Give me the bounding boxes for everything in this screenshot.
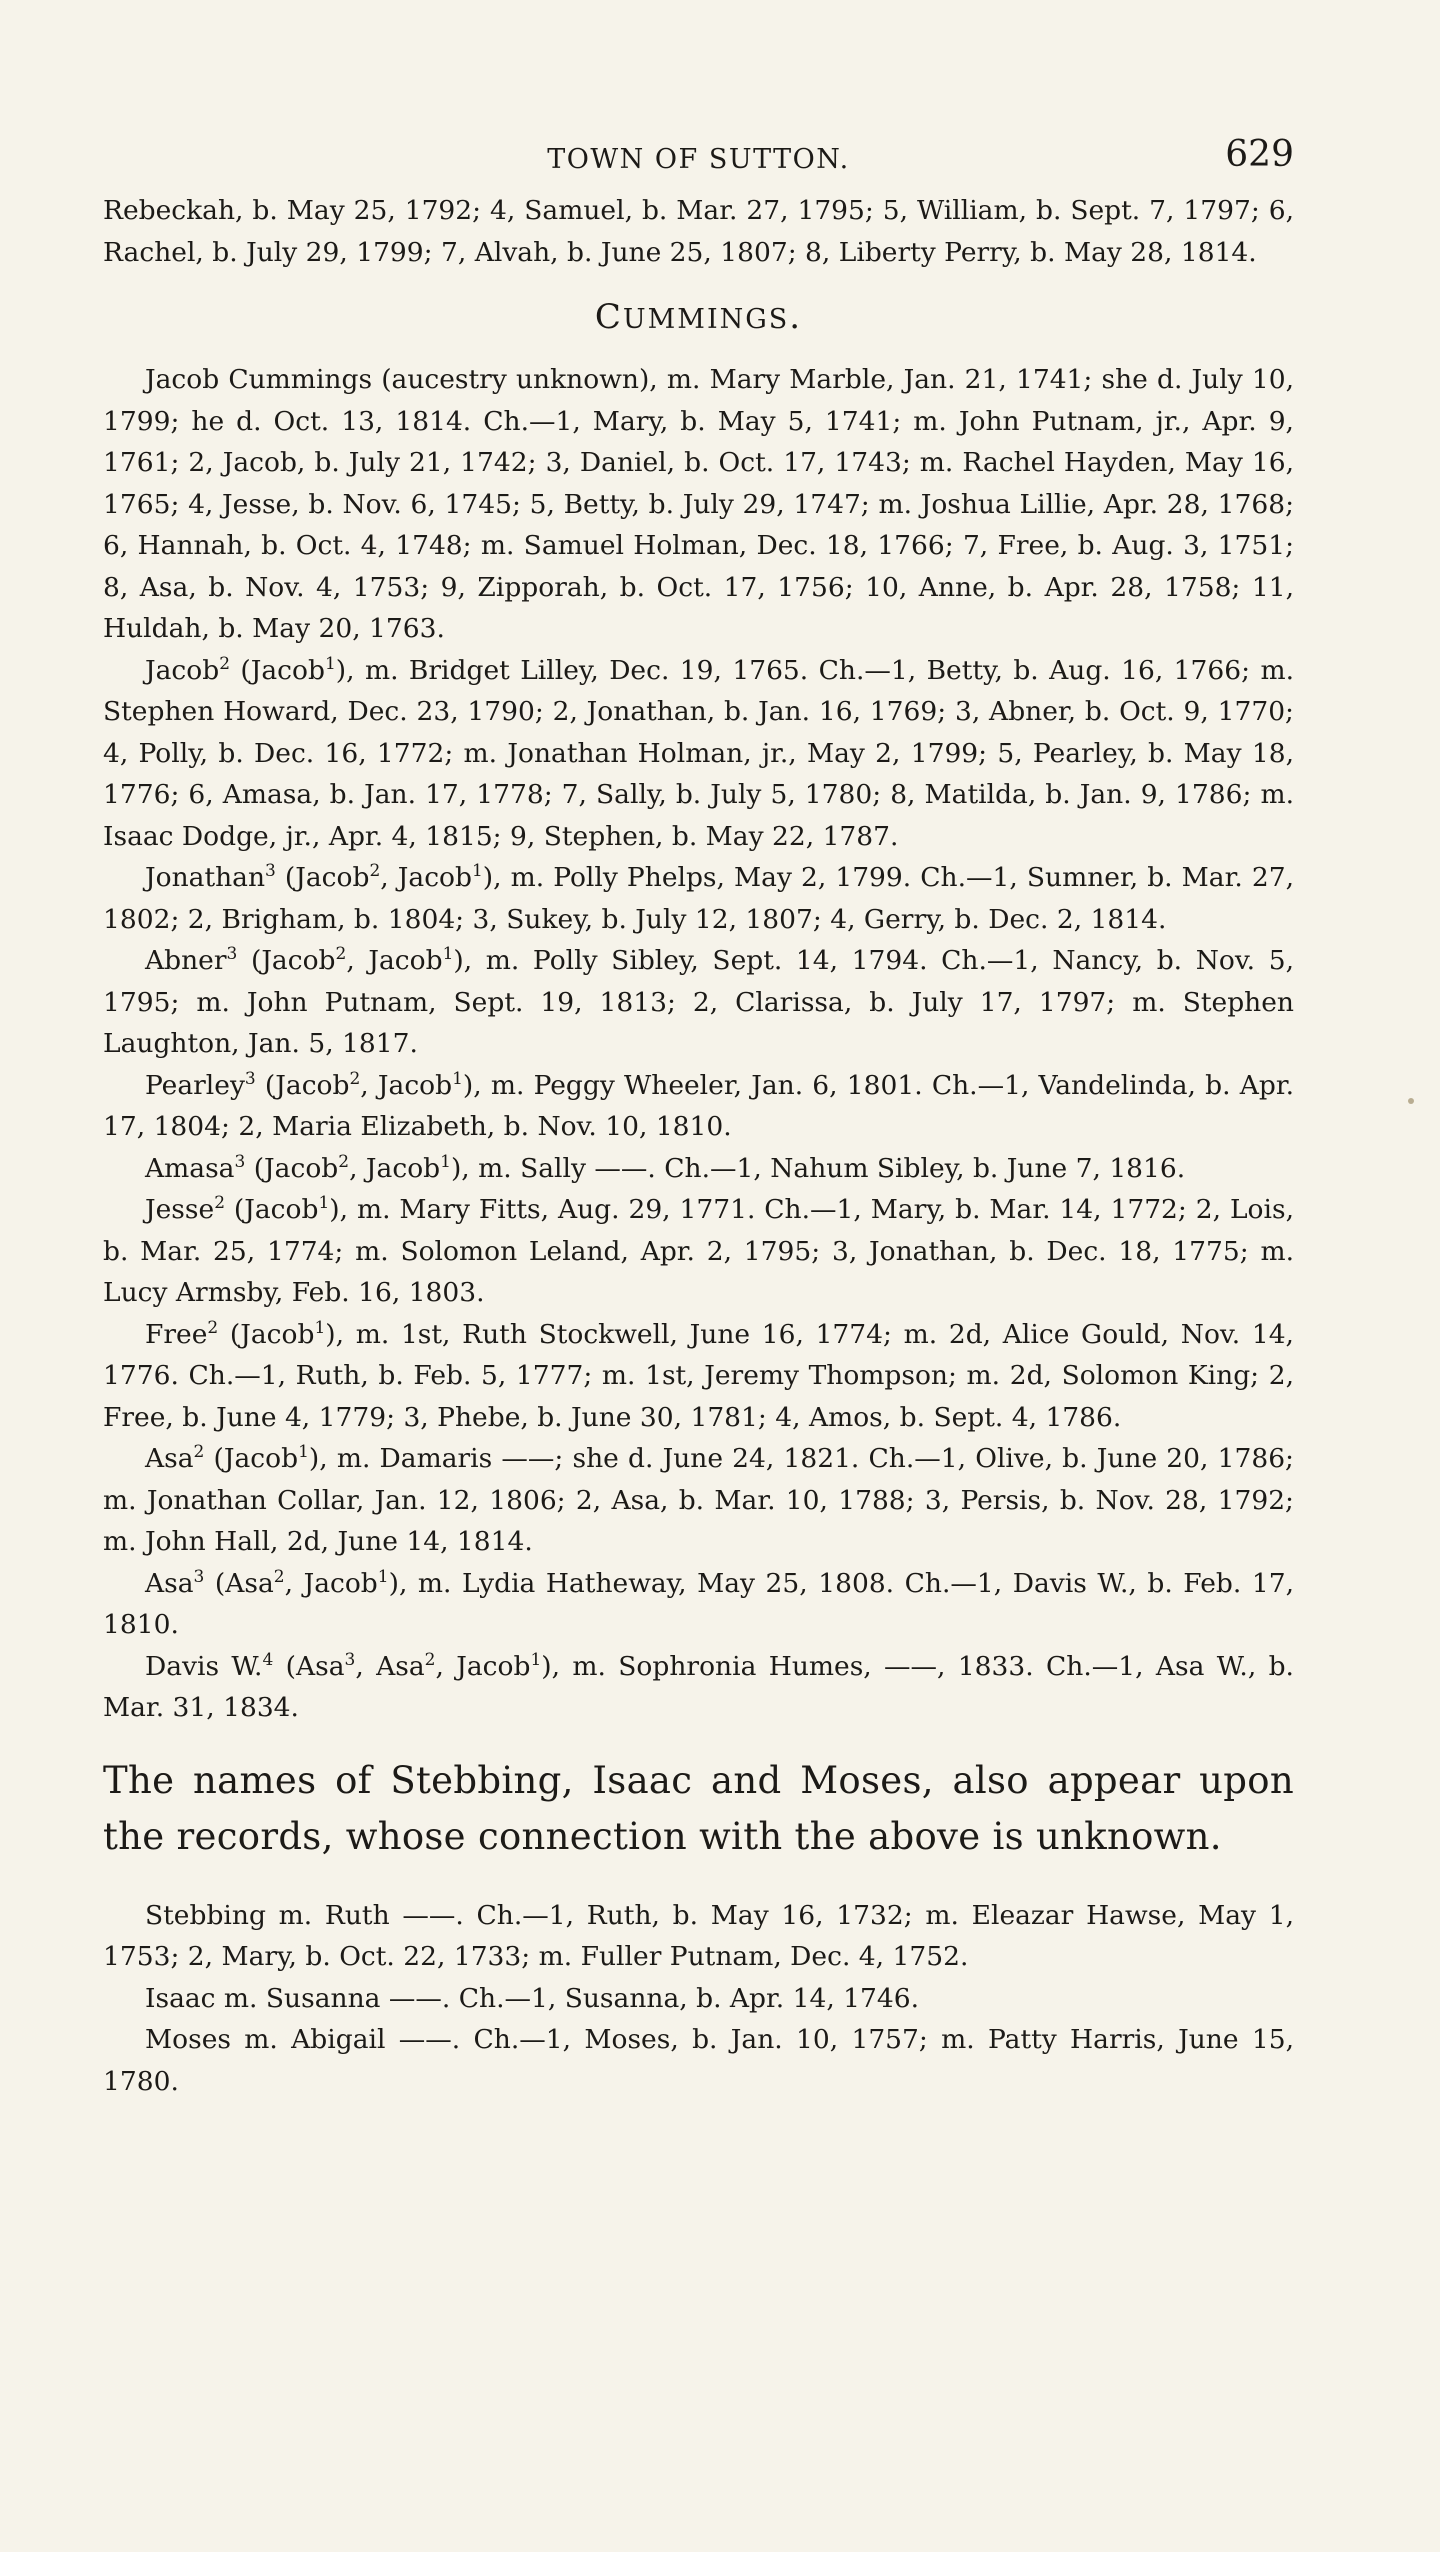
entry-text: ), m. Polly Sibley, Sept. 14, 1794. Ch.—1, Nancy, b. Nov. 5, 1795; m. John Putnam, Sept. 19, 1813; 2, Clarissa, b. July 17, 1797; m. Stephen Laughton, Jan. 5, 1817. — [103, 945, 1295, 1059]
entry-jesse-2 — [103, 1189, 1294, 1314]
entry-text: (Jacob — [237, 945, 336, 976]
unconnected-entries — [103, 1895, 1294, 2103]
generation-number: 3 — [226, 944, 238, 965]
entry-text: Amasa — [145, 1152, 235, 1184]
generation-number: 1 — [442, 944, 454, 965]
unknown-connection-note: The names of Stebbing, Isaac and Moses, also appear upon the records, whose connection with the above is unknown. — [103, 1758, 1294, 1858]
page-number: 629 — [1225, 134, 1294, 175]
entry-text: ), m. Bridget Lilley, Dec. 19, 1765. Ch.—1, Betty, b. Aug. 16, 1766; m. Stephen Howard, Dec. 23, 1790; 2, Jonathan, b. Jan. 16, 1769; 3, Abner, b. Oct. 9, 1770; 4, Polly, b. Dec. 16, 1772; m. Jonathan Holman, jr., May 2, 1799; 5, Pearley, b. May 18, 1776; 6, Amasa, b. Jan. 17, 1778; 7, Sally, b. July 5, 1780; 8, Matilda, b. Jan. 9, 1786; m. Isaac Dodge, jr., Apr. 4, 1815; 9, Stephen, b. May 22, 1787. — [103, 654, 1294, 852]
entry-stebbing — [103, 1895, 1294, 1978]
generation-number: 2 — [193, 1442, 205, 1463]
intro-paragraph: Rebeckah, b. May 25, 1792; 4, Samuel, b. Mar. 27, 1795; 5, William, b. Sept. 7, 1797; 6, Rachel, b. July 29, 1799; 7, Alvah, b. June 25, 1807; 8, Liberty Perry, b. May 28, 1814. — [103, 195, 1294, 268]
entry-jacob-2 — [103, 650, 1294, 858]
generation-number: 2 — [273, 1566, 285, 1587]
entry-text: (Jacob — [255, 1069, 350, 1101]
entry-jonathan-3 — [103, 857, 1294, 940]
generation-number: 3 — [193, 1566, 205, 1587]
generation-number: 1 — [452, 1068, 463, 1089]
entry-text: , Jacob — [360, 1069, 453, 1101]
generation-number: 2 — [424, 1649, 436, 1670]
entry-text: , Jacob — [349, 1152, 441, 1184]
entry-text: ), m. Sophronia Humes, ——, 1833. Ch.—1, Asa W., b. Mar. 31, 1834. — [103, 1650, 1294, 1723]
entry-isaac — [103, 1978, 1294, 2020]
generation-number: 2 — [335, 944, 347, 965]
entry-text: (Jacob — [245, 1152, 339, 1184]
entry-text: (Asa — [204, 1567, 274, 1599]
entry-text: Jesse — [145, 1194, 215, 1225]
entry-text: ), m. Lydia Hatheway, May 25, 1808. Ch.—1, Davis W., b. Feb. 17, 1810. — [103, 1567, 1294, 1640]
genealogy-entries — [103, 359, 1294, 1729]
heading-rest: UMMINGS — [622, 304, 790, 335]
entry-text: , Jacob — [346, 945, 443, 976]
generation-number: 1 — [530, 1649, 542, 1670]
entry-asa-3 — [103, 1563, 1294, 1646]
entry-text: , Jacob — [435, 1650, 531, 1682]
entry-text: (Asa — [273, 1650, 345, 1682]
generation-number: 4 — [262, 1649, 274, 1670]
generation-number: 1 — [324, 653, 336, 674]
generation-number: 2 — [207, 1317, 219, 1338]
entry-text: Free — [145, 1318, 208, 1350]
generation-number: 2 — [338, 1151, 350, 1172]
section-heading — [103, 297, 1294, 337]
page-header — [103, 130, 1294, 190]
entry-jacob — [103, 359, 1294, 650]
entry-free-2 — [103, 1314, 1294, 1439]
entry-amasa-3 — [103, 1148, 1294, 1190]
entry-text: Isaac m. Susanna ——. Ch.—1, Susanna, b. Apr. 14, 1746. — [145, 1982, 920, 2014]
generation-number: 2 — [369, 861, 381, 882]
generation-number: 2 — [214, 1193, 226, 1214]
entry-text: Abner — [145, 945, 227, 976]
entry-text: (Jacob — [230, 654, 325, 686]
generation-number: 3 — [344, 1649, 356, 1670]
generation-number: 1 — [440, 1151, 451, 1172]
entry-text: Moses m. Abigail ——. Ch.—1, Moses, b. Jan. 10, 1757; m. Patty Harris, June 15, 1780. — [103, 2024, 1294, 2097]
entry-text: ), m. 1st, Ruth Stockwell, June 16, 1774; m. 2d, Alice Gould, Nov. 14, 1776. Ch.—1, Ruth, b. Feb. 5, 1777; m. 1st, Jeremy Thompson; m. 2d, Solomon King; 2, Free, b. June 4, 1779; 3, Phebe, b. June 30, 1781; 4, Amos, b. Sept. 4, 1786. — [103, 1318, 1294, 1433]
entry-text: Jacob Cummings (aucestry unknown), m. Mary Marble, Jan. 21, 1741; she d. July 10, 1799; he d. Oct. 13, 1814. Ch.—1, Mary, b. May 5, 1741; m. John Putnam, jr., Apr. 9, 1761; 2, Jacob, b. July 21, 1742; 3, Daniel, b. Oct. 17, 1743; m. Rachel Hayden, May 16, 1765; 4, Jesse, b. Nov. 6, 1745; 5, Betty, b. July 29, 1747; m. Joshua Lillie, Apr. 28, 1768; 6, Hannah, b. Oct. 4, 1748; m. Samuel Holman, Dec. 18, 1766; 7, Free, b. Aug. 3, 1751; 8, Asa, b. Nov. 4, 1753; 9, Zipporah, b. Oct. 17, 1756; 10, Anne, b. Apr. 28, 1758; 11, Huldah, b. May 20, 1763. — [103, 364, 1294, 644]
entry-text: (Jacob — [225, 1194, 319, 1225]
entry-text: (Jacob — [218, 1318, 315, 1350]
entry-asa-2 — [103, 1438, 1294, 1563]
entry-text: (Jacob — [275, 862, 370, 893]
entry-text: Asa — [145, 1443, 194, 1474]
generation-number: 3 — [265, 861, 276, 882]
entry-text: , Jacob — [380, 862, 472, 893]
entry-text: Davis W. — [145, 1650, 263, 1682]
generation-number: 1 — [314, 1317, 326, 1338]
entry-moses — [103, 2019, 1294, 2102]
paper-speck — [1408, 1098, 1414, 1104]
entry-text: ), m. Polly Phelps, May 2, 1799. Ch.—1, Sumner, b. Mar. 27, 1802; 2, Brigham, b. 1804; 3, Sukey, b. July 12, 1807; 4, Gerry, b. Dec. 2, 1814. — [103, 862, 1294, 935]
entry-davis-w-4 — [103, 1646, 1294, 1729]
generation-number: 3 — [234, 1151, 246, 1172]
entry-text: , Jacob — [284, 1567, 378, 1599]
entry-text: ), m. Damaris ——; she d. June 24, 1821. Ch.—1, Olive, b. June 20, 1786; m. Jonathan Collar, Jan. 12, 1806; 2, Asa, b. Mar. 10, 1788; 3, Persis, b. Nov. 28, 1792; m. John Hall, 2d, June 14, 1814. — [103, 1443, 1294, 1557]
entry-text: ), m. Peggy Wheeler, Jan. 6, 1801. Ch.—1, Vandelinda, b. Apr. 17, 1804; 2, Maria Elizabeth, b. Nov. 10, 1810. — [103, 1069, 1295, 1142]
entry-text: Pearley — [145, 1069, 245, 1101]
generation-number: 1 — [377, 1566, 389, 1587]
entry-text: , Asa — [355, 1650, 425, 1682]
entry-text: Jonathan — [145, 862, 266, 893]
entry-text: ), m. Mary Fitts, Aug. 29, 1771. Ch.—1, Mary, b. Mar. 14, 1772; 2, Lois, b. Mar. 25, 1774; m. Solomon Leland, Apr. 2, 1795; 3, Jonathan, b. Dec. 18, 1775; m. Lucy Armsby, Feb. 16, 1803. — [103, 1194, 1294, 1308]
generation-number: 3 — [244, 1068, 256, 1089]
book-page — [103, 130, 1294, 2102]
entry-text: (Jacob — [204, 1443, 299, 1474]
entry-text: Jacob — [145, 654, 220, 686]
generation-number: 2 — [349, 1068, 361, 1089]
generation-number: 1 — [298, 1442, 309, 1463]
entry-pearley-3 — [103, 1065, 1294, 1148]
entry-abner-3 — [103, 940, 1294, 1065]
entry-text: ), m. Sally ——. Ch.—1, Nahum Sibley, b. June 7, 1816. — [450, 1152, 1186, 1184]
entry-text: Stebbing m. Ruth ——. Ch.—1, Ruth, b. May 16, 1732; m. Eleazar Hawse, May 1, 1753; 2, Mary, b. Oct. 22, 1733; m. Fuller Putnam, Dec. 4, 1752. — [103, 1899, 1294, 1972]
entry-text: Asa — [145, 1567, 194, 1599]
generation-number: 2 — [219, 653, 231, 674]
running-title: TOWN OF SUTTON. — [547, 144, 850, 175]
generation-number: 1 — [318, 1193, 330, 1214]
heading-period: . — [789, 297, 803, 337]
generation-number: 1 — [471, 861, 483, 882]
heading-initial: C — [594, 297, 623, 337]
